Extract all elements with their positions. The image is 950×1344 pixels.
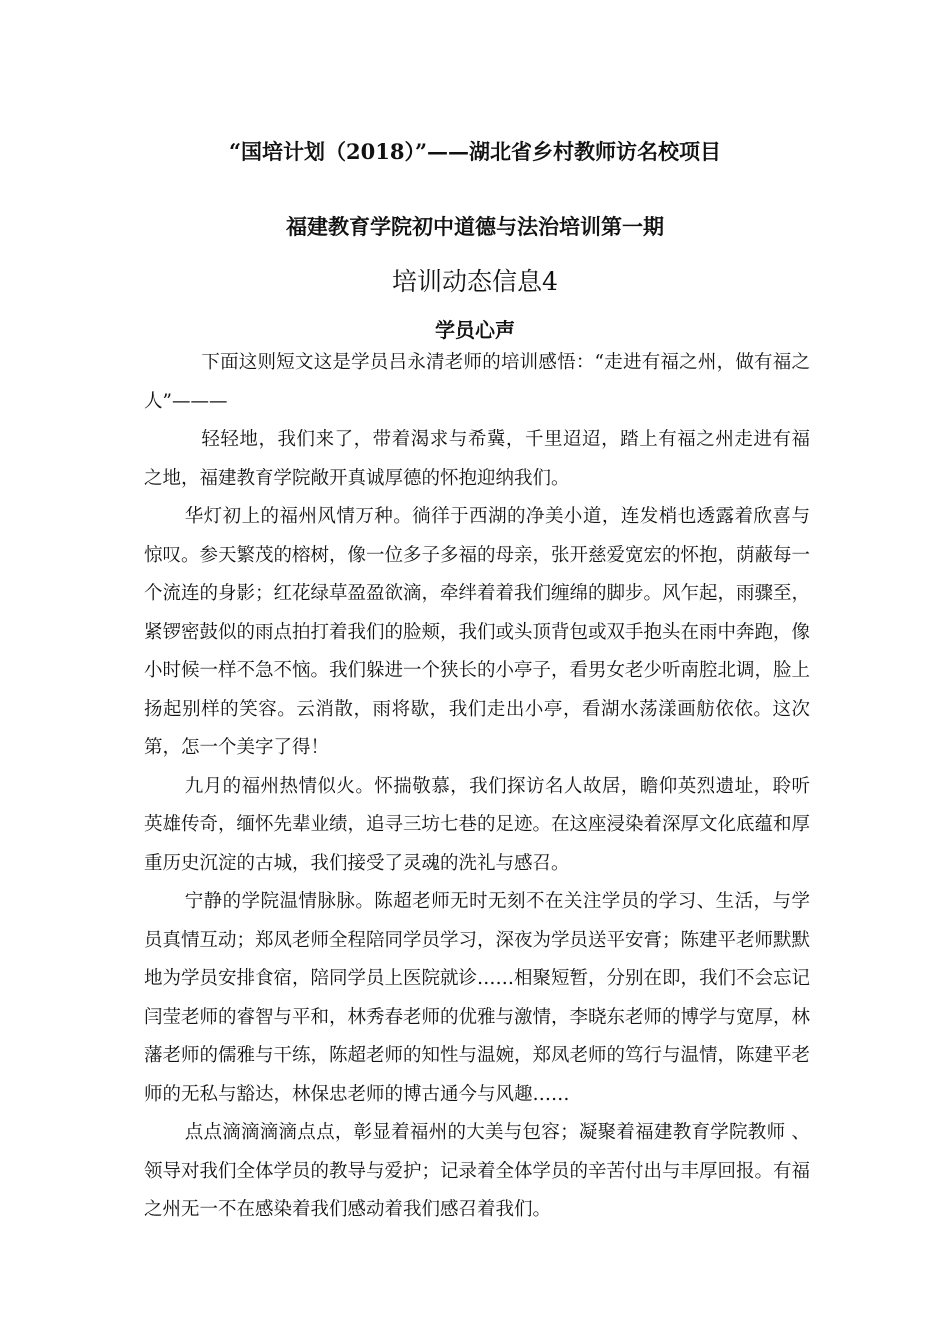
paragraph-arrival: 轻轻地，我们来了，带着渴求与希冀，千里迢迢，踏上有福之州走进有福之地，福建教育学院敞开真诚厚德的怀抱迎纳我们。 — [144, 429, 810, 489]
paragraph-history: 九月的福州热情似火。怀揣敬慕，我们探访名人故居，瞻仰英烈遗址，聆听英雄传奇，缅怀先辈业绩，追寻三坊七巷的足迹。在这座浸染着深厚文化底蕴和厚重历史沉淀的古城，我们接受了灵魂的洗礼与感召。 — [144, 775, 811, 874]
project-title: “国培计划（2018）”——湖北省乡村教师访名校项目 — [228, 139, 722, 164]
paragraph-intro: 下面这则短文这是学员吕永清老师的培训感悟：“走进有福之州，做有福之人”——— — [144, 352, 810, 412]
paragraph-scenery: 华灯初上的福州风情万种。徜徉于西湖的净美小道，连发梢也透露着欣喜与惊叹。参天繁茂的榕树，像一位多子多福的母亲，张开慈爱宽宏的怀抱，荫蔽每一个流连的身影；红花绿草盈盈欲滴，牵绊着着我们缠绵的脚步。风乍起，雨骤至，紧锣密鼓似的雨点拍打着我们的脸颊，我们或头顶背包或双手抱头在雨中奔跑，像小时候一样不急不恼。我们躲进一个狭长的小亭子，看男女老少听南腔北调，脸上扬起别样的笑容。云消散，雨将歇，我们走出小亭，看湖水荡漾画舫依依。这次第，怎一个美字了得！ — [144, 506, 811, 758]
section-title: 学员心声 — [435, 318, 515, 342]
paragraph-conclusion: 点点滴滴滴滴点点，彰显着福州的大美与包容；凝聚着福建教育学院教师 、领导对我们全体学员的教导与爱护；记录着全体学员的辛苦付出与丰厚回报。有福之州无一不在感染着我们感动着我们感召着我们。 — [144, 1122, 811, 1220]
paragraph-teachers: 宁静的学院温情脉脉。陈超老师无时无刻不在关注学员的学习、生活，与学员真情互动；郑凤老师全程陪同学员学习，深夜为学员送平安膏；陈建平老师默默地为学员安排食宿，陪同学员上医院就诊……相聚短暂，分别在即，我们不会忘记闫莹老师的睿智与平和，林秀春老师的优雅与激情，李晓东老师的博学与宽厚，林藩老师的儒雅与干练，陈超老师的知性与温婉，郑凤老师的笃行与温情，陈建平老师的无私与豁达，林保忠老师的博古通今与风趣…… — [144, 891, 811, 1105]
bulletin-title: 培训动态信息4 — [392, 267, 558, 296]
article-body — [144, 344, 810, 1230]
course-title: 福建教育学院初中道德与法治培训第一期 — [286, 214, 664, 239]
